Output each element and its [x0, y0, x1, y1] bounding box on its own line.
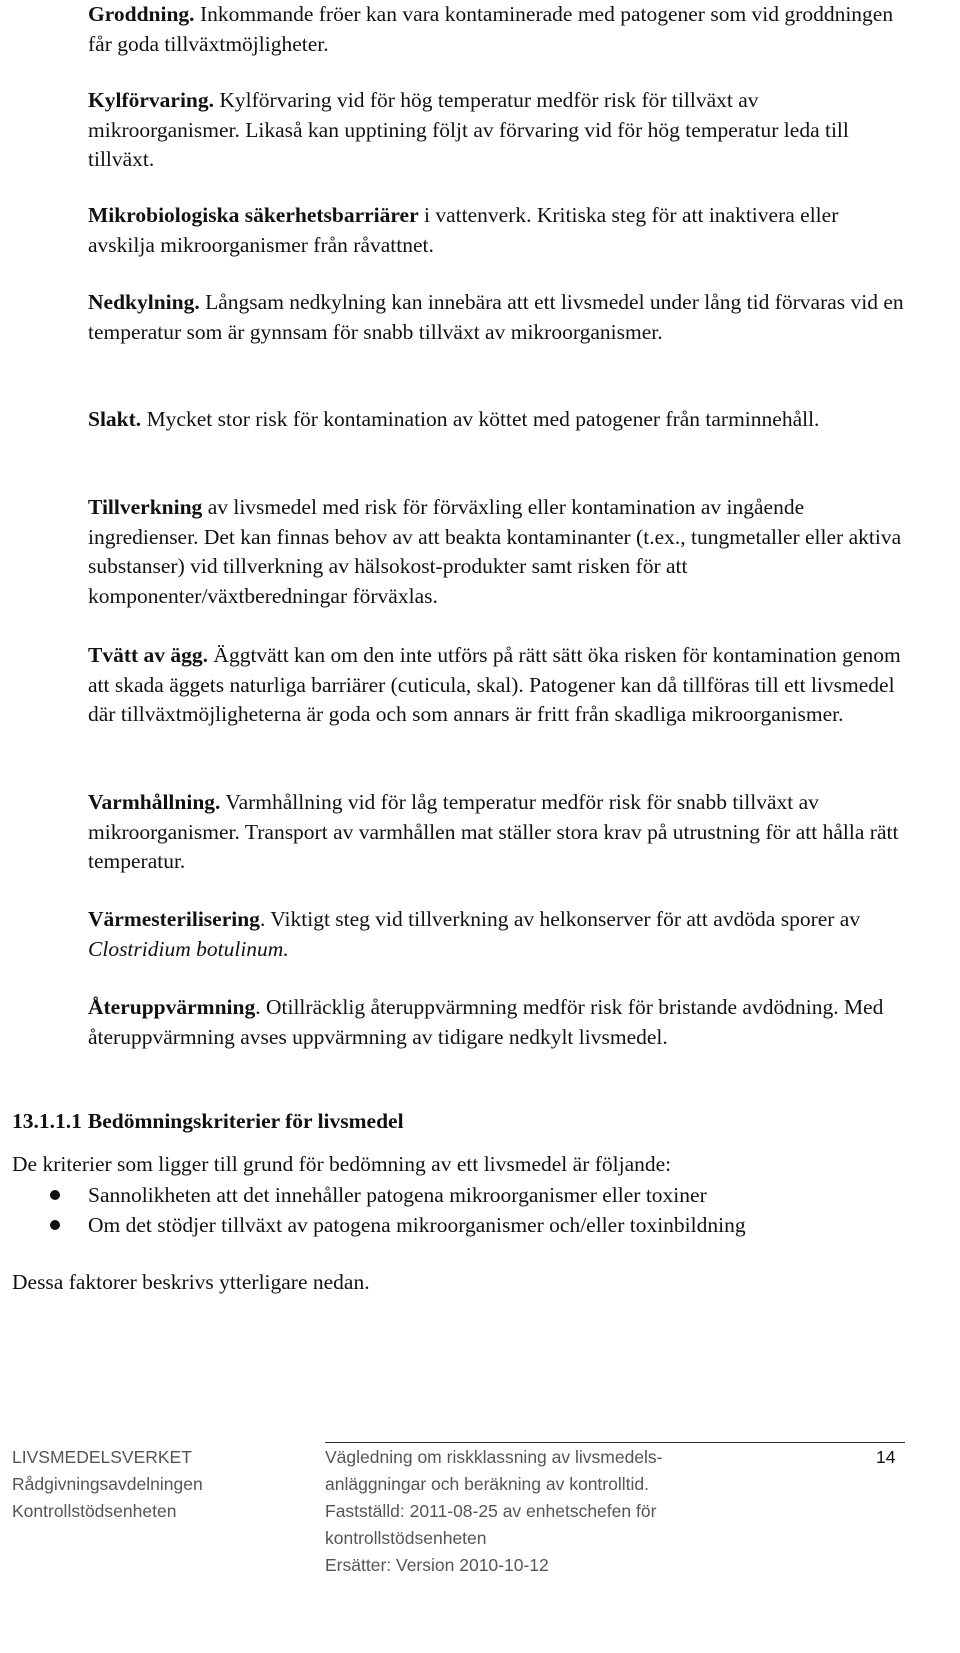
entry-groddning: [88, 0, 908, 59]
entry-term: Kylförvaring.: [88, 88, 214, 112]
footer-dept: Rådgivningsavdelningen: [12, 1474, 203, 1494]
page-footer: [0, 1438, 960, 1653]
list-item-text: Om det stödjer tillväxt av patogena mikroorganismer och/eller toxinbildning: [88, 1213, 746, 1237]
entry-term: Slakt.: [88, 407, 142, 431]
footer-org: LIVSMEDELSVERKET: [12, 1447, 192, 1467]
entry-text: Äggtvätt kan om den inte utförs på rätt sätt öka risken för kontamination genom att skada äggets naturliga barriärer (cuticula, skal). Patogener kan då tillföras till ett livsmedel där tillväxtmöjligheterna är goda och som annars är fritt från skadliga mikroorganismer.: [88, 643, 901, 726]
entry-term: Groddning.: [88, 2, 195, 26]
entry-text: Långsam nedkylning kan innebära att ett livsmedel under lång tid förvaras vid en temperatur som är gynnsam för snabb tillväxt av mikroorganismer.: [88, 290, 904, 344]
list-item: [12, 1180, 746, 1210]
section-closing: Dessa faktorer beskrivs ytterligare nedan.: [12, 1270, 370, 1294]
entry-mikrobiologiska: [88, 201, 908, 260]
footer-organization: [12, 1444, 203, 1525]
entry-nedkylning: [88, 288, 908, 347]
bullet-icon: [50, 1190, 60, 1200]
entry-term: Varmhållning.: [88, 790, 221, 814]
footer-doc-line: anläggningar och beräkning av kontrolltid.: [325, 1474, 649, 1494]
entry-tillverkning: [88, 493, 908, 611]
entry-text: . Viktigt steg vid tillverkning av helkonserver för att avdöda sporer av: [259, 907, 861, 931]
entry-term: Tillverkning: [88, 495, 203, 519]
footer-unit: Kontrollstödsenheten: [12, 1501, 177, 1521]
entry-text: Varmhållning vid för låg temperatur medför risk för snabb tillväxt av mikroorganismer. Transport av varmhållen mat ställer stora krav på utrustning för att hålla rätt temperatur.: [88, 790, 899, 873]
entry-text: i vattenverk. Kritiska steg för att inaktivera eller avskilja mikroorganismer från råvattnet.: [88, 203, 839, 257]
entry-ateruppvarmning: [88, 993, 908, 1052]
footer-divider: [325, 1442, 905, 1443]
footer-doc-line: kontrollstödsenheten: [325, 1528, 487, 1548]
entry-varmhallning: [88, 788, 908, 877]
entry-italic-text: Clostridium botulinum.: [88, 936, 289, 961]
page-number: 14: [876, 1447, 896, 1467]
entry-text: Kylförvaring vid för hög temperatur medför risk för tillväxt av mikroorganismer. Likaså kan upptining följt av förvaring vid för hög temperatur leda till tillväxt.: [88, 88, 849, 171]
section-number: 13.1.1.1: [12, 1109, 82, 1133]
entry-slakt: [88, 405, 908, 435]
section-heading: [12, 1106, 404, 1136]
entry-term: Värmesterilisering: [88, 907, 260, 931]
entry-text: Mycket stor risk för kontamination av köttet med patogener från tarminnehåll.: [141, 407, 820, 431]
entry-text: Inkommande fröer kan vara kontaminerade med patogener som vid groddningen får goda tillväxtmöjligheter.: [88, 2, 894, 56]
footer-doc-line: Vägledning om riskklassning av livsmedels-: [325, 1447, 663, 1467]
footer-document-info: [325, 1444, 663, 1579]
entry-term: Mikrobiologiska säkerhetsbarriärer: [88, 203, 419, 227]
section-intro: De kriterier som ligger till grund för bedömning av ett livsmedel är följande:: [12, 1152, 672, 1176]
bullet-icon: [50, 1220, 60, 1230]
entry-term: Återuppvärmning: [88, 995, 256, 1019]
list-item-text: Sannolikheten att det innehåller patogena mikroorganismer eller toxiner: [88, 1183, 707, 1207]
entry-term: Tvätt av ägg.: [88, 643, 209, 667]
entry-text: . Otillräcklig återuppvärmning medför risk för bristande avdödning. Med återuppvärmning avses uppvärmning av tidigare nedkylt livsmedel.: [88, 995, 884, 1049]
footer-doc-line: Fastställd: 2011-08-25 av enhetschefen för: [325, 1501, 657, 1521]
entry-tvatt-av-agg: [88, 641, 908, 730]
footer-doc-line: Ersätter: Version 2010-10-12: [325, 1555, 549, 1575]
list-item: [12, 1210, 746, 1240]
entry-text: av livsmedel med risk för förväxling eller kontamination av ingående ingredienser. Det kan finnas behov av att beakta kontaminanter (t.ex., tungmetaller eller aktiva substanser) vid tillverkning av hälsokost-produkter samt risken för att komponenter/växtberedningar förväxlas.: [88, 495, 902, 608]
entry-varmesterilisering: [88, 905, 908, 964]
criteria-list: [12, 1180, 746, 1240]
section-title: Bedömningskriterier för livsmedel: [87, 1109, 404, 1133]
entry-kylforvaring: [88, 86, 908, 175]
entry-term: Nedkylning.: [88, 290, 200, 314]
